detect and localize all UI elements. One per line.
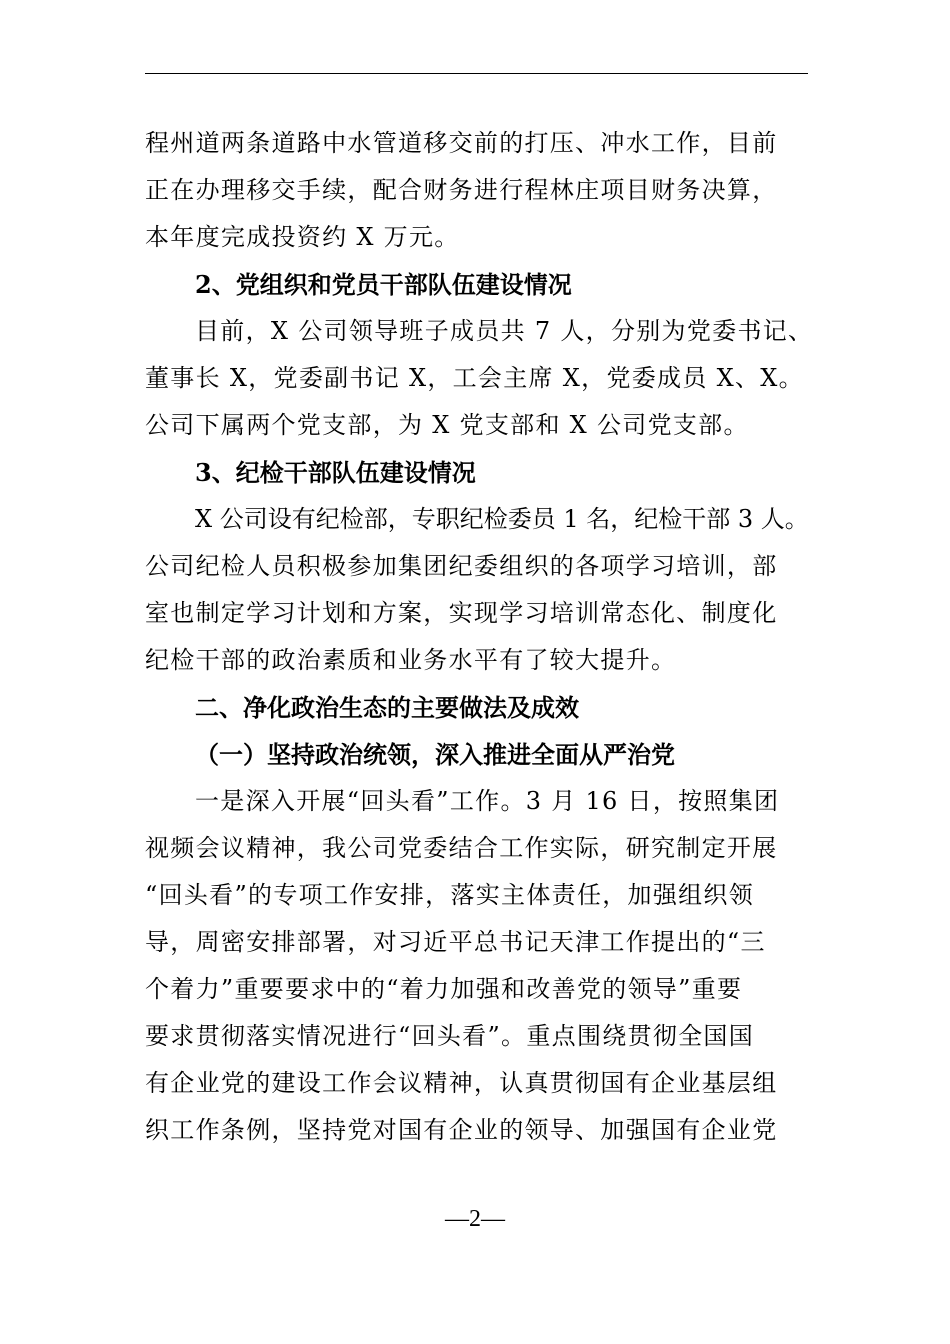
section-heading: 3、纪检干部队伍建设情况 [195,458,476,487]
text-line: 视频会议精神，我公司党委结合工作实际，研究制定开展 [145,834,778,862]
text-line: 要求贯彻落实情况进行“回头看”。重点围绕贯彻全国国 [145,1022,755,1050]
text-line: 织工作条例，坚持党对国有企业的领导、加强国有企业党 [145,1116,778,1144]
text-line: 目前，X 公司领导班子成员共 7 人，分别为党委书记、 [195,317,814,345]
text-line: 个着力”重要要求中的“着力加强和改善党的领导”重要 [145,975,743,1003]
text-line: 董事长 X，党委副书记 X，工会主席 X，党委成员 X、X。 [145,364,804,392]
body-text [145,120,813,1154]
chapter-heading: 二、净化政治生态的主要做法及成效 [195,693,579,722]
subsection-heading: （一）坚持政治统领，深入推进全面从严治党 [195,740,675,769]
page-number: —2— [445,1206,505,1232]
text-line: 一是深入开展“回头看”工作。3 月 16 日，按照集团 [195,787,780,815]
text-line: 纪检干部的政治素质和业务水平有了较大提升。 [145,646,677,674]
text-line: 有企业党的建设工作会议精神，认真贯彻国有企业基层组 [145,1069,778,1097]
section-heading: 2、党组织和党员干部队伍建设情况 [195,270,572,299]
text-line: 本年度完成投资约 X 万元。 [145,223,460,251]
header-rule [145,73,808,74]
text-line: 正在办理移交手续，配合财务进行程林庄项目财务决算， [145,176,778,204]
text-line: 导，周密安排部署，对习近平总书记天津工作提出的“三 [145,928,766,956]
text-line: 室也制定学习计划和方案，实现学习培训常态化、制度化 [145,599,778,627]
text-line: “回头看”的专项工作安排，落实主体责任，加强组织领 [145,881,755,909]
text-line: 公司纪检人员积极参加集团纪委组织的各项学习培训，部 [145,552,778,580]
text-line: 程州道两条道路中水管道移交前的打压、冲水工作，目前 [145,129,778,157]
text-line: 公司下属两个党支部，为 X 党支部和 X 公司党支部。 [145,411,749,439]
text-line: X 公司设有纪检部，专职纪检委员 1 名，纪检干部 3 人。 [195,505,809,533]
